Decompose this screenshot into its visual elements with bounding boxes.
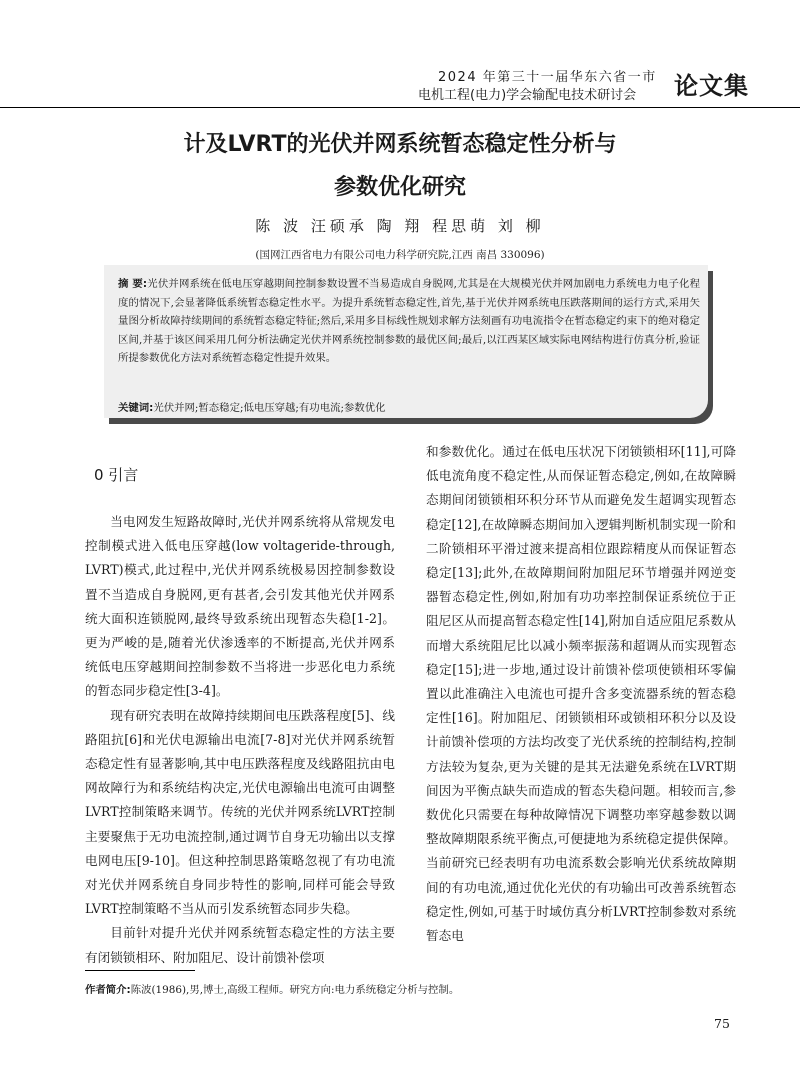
paragraph: 目前针对提升光伏并网系统暂态稳定性的方法主要有闭锁锁相环、附加阻尼、设计前馈补偿项 xyxy=(85,925,395,965)
proceedings-badge: 论文集 xyxy=(674,72,749,100)
header-rule xyxy=(0,107,800,108)
abstract-label: 摘 要: xyxy=(118,278,148,290)
footnote-body: 陈波(1986),男,博士,高级工程师。研究方向:电力系统稳定分析与控制。 xyxy=(130,984,460,996)
affiliation: (国网江西省电力有限公司电力科学研究院,江西 南昌 330096) xyxy=(255,249,545,261)
author-list: 陈 波 汪硕承 陶 翔 程思萌 刘 柳 xyxy=(255,217,545,235)
footnote-label: 作者简介: xyxy=(85,984,131,996)
proceedings-title-line1: 2024 年第三十一届华东六省一市 xyxy=(438,70,657,85)
keywords-label: 关键词: xyxy=(118,402,154,414)
paragraph: 和参数优化。通过在低电压状况下闭锁锁相环[11],可降低电流角度不稳定性,从而保证暂态稳定,例如,在故障瞬态期间闭锁锁相环积分环节从而避免发生超调实现暂态稳定[12],在故障瞬态期间加入逻辑判断机制实现一阶和二阶锁相环平滑过渡来提高相位跟踪精度从而保证暂态稳定[13];此外,在故障期间附加阻尼环节增强并网逆变器暂态稳定性,例如,附加有功功率控制保证系统位于正阻尼区从而提高暂态稳定性[14],附加自适应阻尼系数从而增大系统阻尼比以减小频率振荡和超调从而实现暂态稳定[15];进一步地,通过设计前馈补偿项使锁相环零偏置以此准确注入电流也可提升含多变流器系统的暂态稳定性[16]。附加阻尼、闭锁锁相环或锁相环积分以及设计前馈补偿项的方法均改变了光伏系统的控制结构,控制方法较为复杂,更为关键的是其无法避免系统在LVRT期间因为平衡点缺失而造成的暂态失稳问题。相较而言,参数优化只需要在每种故障情况下调整功率穿越参数以调整故障期限系统平衡点,可便捷地为系统稳定提供保障。当前研究已经表明有功电流系数会影响光伏系统故障期间的有功电流,通过优化光伏的有功输出可改善系统暂态稳定性,例如,可基于时域仿真分析LVRT控制参数对系统暂态电 xyxy=(426,444,736,944)
section-heading: 0 引言 xyxy=(94,466,139,484)
paragraph: 现有研究表明在故障持续期间电压跌落程度[5]、线路阻抗[6]和光伏电源输出电流[7-8]对光伏并网系统暂态稳定性有显著影响,其中电压跌落程度及线路阻抗由电网故障行为和系统结构决定,光伏电源输出电流可由调整LVRT控制策略来调节。传统的光伏并网系统LVRT控制主要聚焦于无功电流控制,通过调节自身无功输出以支撑电网电压[9-10]。但这种控制思路策略忽视了有功电流对光伏并网系统自身同步特性的影响,同样可能会导致LVRT控制策略不当从而引发系统暂态同步失稳。 xyxy=(85,707,395,917)
author-bio-footnote xyxy=(85,981,459,996)
paper-title-line2: 参数优化研究 xyxy=(333,175,466,200)
paragraph: 当电网发生短路故障时,光伏并网系统将从常规发电控制模式进入低电压穿越(low voltageride-through, LVRT)模式,此过程中,光伏并网系统极易因控制参数设置不当造成自身脱网,更有甚者,会引发其他光伏并网系统大面积连锁脱网,最终导致系统出现暂态失稳[1-2]。更为严峻的是,随着光伏渗透率的不断提高,光伏并网系统低电压穿越期间控制参数不当将进一步恶化电力系统的暂态同步稳定性[3-4]。 xyxy=(85,514,395,699)
keywords-body: 光伏并网;暂态稳定;低电压穿越;有功电流;参数优化 xyxy=(153,402,386,414)
paper-title-line1: 计及LVRT的光伏并网系统暂态稳定性分析与 xyxy=(183,132,617,157)
body-column-left xyxy=(85,510,395,970)
abstract-body: 光伏并网系统在低电压穿越期间控制参数设置不当易造成自身脱网,尤其是在大规模光伏并网加剧电力系统电力电子化程度的情况下,会显著降低系统暂态稳定性水平。为提升系统暂态稳定性,首先,基于光伏并网系统电压跌落期间的运行方式,采用矢量图分析故障持续期间的系统暂态稳定特征;然后,采用多目标线性规划求解方法刻画有功电流指令在暂态稳定约束下的绝对稳定区间,并基于该区间采用几何分析法确定光伏并网系统控制参数的最优区间;最后,以江西某区域实际电网结构进行仿真分析,验证所提参数优化方法对系统暂态稳定性提升效果。 xyxy=(118,278,700,365)
abstract xyxy=(118,275,700,368)
page-number: 75 xyxy=(714,1016,730,1031)
footnote-rule xyxy=(85,970,195,971)
body-column-right xyxy=(426,440,736,948)
proceedings-title-line2: 电机工程(电力)学会输配电技术研讨会 xyxy=(418,88,637,103)
keywords xyxy=(118,399,386,414)
